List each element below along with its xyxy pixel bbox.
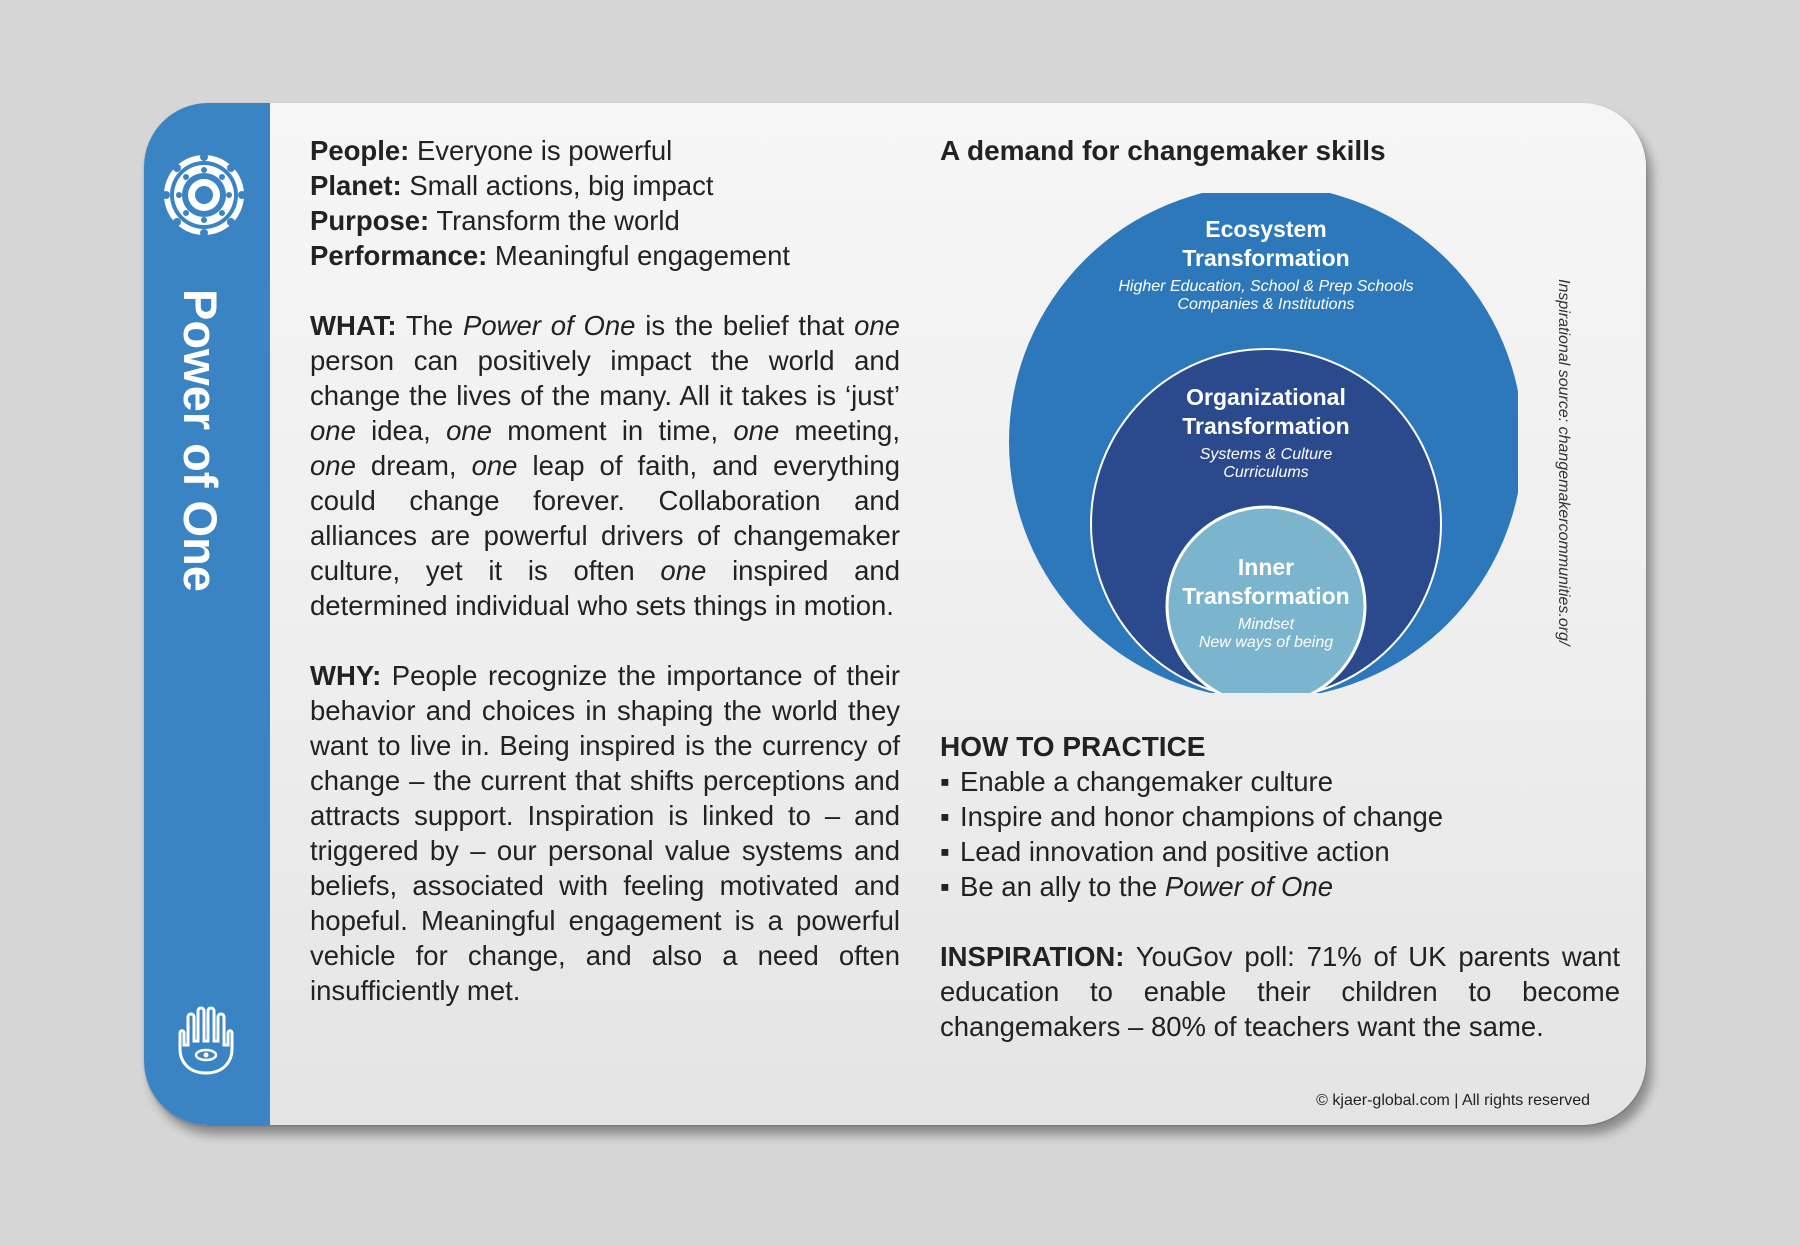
bullet: ▪ <box>940 871 950 902</box>
inspiration-label: INSPIRATION: <box>940 941 1125 972</box>
inner-sub-2: New ways of being <box>1198 634 1334 651</box>
sidebar <box>144 103 270 1125</box>
hamsa-icon <box>174 1003 238 1075</box>
practice-item-text: Be an ally to the <box>960 871 1165 902</box>
list-item <box>940 869 1620 904</box>
what-text: inspired and determined individual who sets things in motion. <box>310 555 901 621</box>
purpose-text: Transform the world <box>429 205 680 236</box>
organizational-title-2: Transformation <box>1182 413 1350 439</box>
source-text: Inspirational source: changemakercommunities.org/ <box>1555 279 1572 646</box>
what-italic: one <box>310 415 356 446</box>
mandala-icon <box>162 153 246 237</box>
copyright: © kjaer-global.com | All rights reserved <box>1316 1092 1590 1109</box>
practice-item-text: Lead innovation and positive action <box>960 836 1390 867</box>
diagram-title: A demand for changemaker skills <box>940 135 1386 166</box>
purpose-label: Purpose: <box>310 205 430 236</box>
organizational-title-1: Organizational <box>1186 384 1346 410</box>
organizational-sub-1: Systems & Culture <box>1199 446 1333 463</box>
what-text: The <box>396 310 464 341</box>
what-paragraph <box>310 308 900 623</box>
practice-item-text: Enable a changemaker culture <box>960 766 1334 797</box>
card <box>144 103 1646 1125</box>
performance-text: Meaningful engagement <box>487 240 791 271</box>
performance-label: Performance: <box>310 240 488 271</box>
ecosystem-sub-1: Higher Education, School & Prep Schools <box>1118 278 1414 295</box>
inner-sub-1: Mindset <box>1237 616 1295 633</box>
what-text: leap of faith, and everything could change forever. Collaboration and alliances are powerful drivers of changemaker culture, yet it is often <box>310 450 900 586</box>
nested-circles-diagram <box>998 193 1518 693</box>
ecosystem-sub-2: Companies & Institutions <box>1177 296 1355 313</box>
ecosystem-title-1: Ecosystem <box>1205 216 1327 242</box>
what-italic: one <box>733 415 780 446</box>
what-text: idea, <box>355 415 447 446</box>
what-text: moment in time, <box>491 415 734 446</box>
people-label: People: <box>310 135 410 166</box>
inspiration-paragraph <box>940 939 1620 1044</box>
practice-item-italic: Power of One <box>1164 871 1334 902</box>
list-item <box>940 764 1620 799</box>
what-text: dream, <box>355 450 472 481</box>
practice-list <box>940 764 1620 904</box>
people-text: Everyone is powerful <box>409 135 673 166</box>
purpose-line <box>310 203 900 238</box>
bullet: ▪ <box>940 801 950 832</box>
planet-text: Small actions, big impact <box>401 170 714 201</box>
left-column <box>310 133 900 1008</box>
people-line <box>310 133 900 168</box>
organizational-sub-2: Curriculums <box>1223 464 1309 481</box>
why-label: WHY: <box>310 660 382 691</box>
list-item <box>940 834 1620 869</box>
what-text: meeting, <box>779 415 900 446</box>
what-italic: one <box>446 415 492 446</box>
list-item <box>940 799 1620 834</box>
ecosystem-title-2: Transformation <box>1182 245 1350 271</box>
performance-line <box>310 238 900 273</box>
inner-title-1: Inner <box>1237 554 1295 580</box>
inspiration-text: YouGov poll: 71% of UK parents want education to enable their children to become changemakers – 80% of teachers want the same. <box>940 941 1620 1042</box>
why-paragraph <box>310 658 900 1008</box>
practice-item-text: Inspire and honor champions of change <box>960 801 1444 832</box>
what-italic: Power of One <box>463 310 636 341</box>
what-italic: one <box>310 450 356 481</box>
bullet: ▪ <box>940 836 950 867</box>
sidebar-title-text: Power of One <box>174 289 227 592</box>
how-to-practice <box>940 729 1620 904</box>
what-italic: one <box>471 450 518 481</box>
what-italic: one <box>854 310 900 341</box>
what-text: person can positively impact the world and change the lives of the many. All it takes is ‘just’ <box>310 345 900 411</box>
inner-title-2: Transformation <box>1182 583 1350 609</box>
what-label: WHAT: <box>310 310 397 341</box>
what-text: is the belief that <box>635 310 855 341</box>
planet-line <box>310 168 900 203</box>
bullet: ▪ <box>940 766 950 797</box>
planet-label: Planet: <box>310 170 402 201</box>
why-text: People recognize the importance of their behavior and choices in shaping the world they want to live in. Being inspired is the currency of change – the current that shifts perceptions and attracts support. Inspiration is linked to – and triggered by – our personal value systems and beliefs, associated with feeling motivated and hopeful. Meaningful engagement is a powerful vehicle for change, and also a need often insufficiently met. <box>310 660 900 1006</box>
what-italic: one <box>660 555 707 586</box>
practice-heading: HOW TO PRACTICE <box>940 731 1206 762</box>
